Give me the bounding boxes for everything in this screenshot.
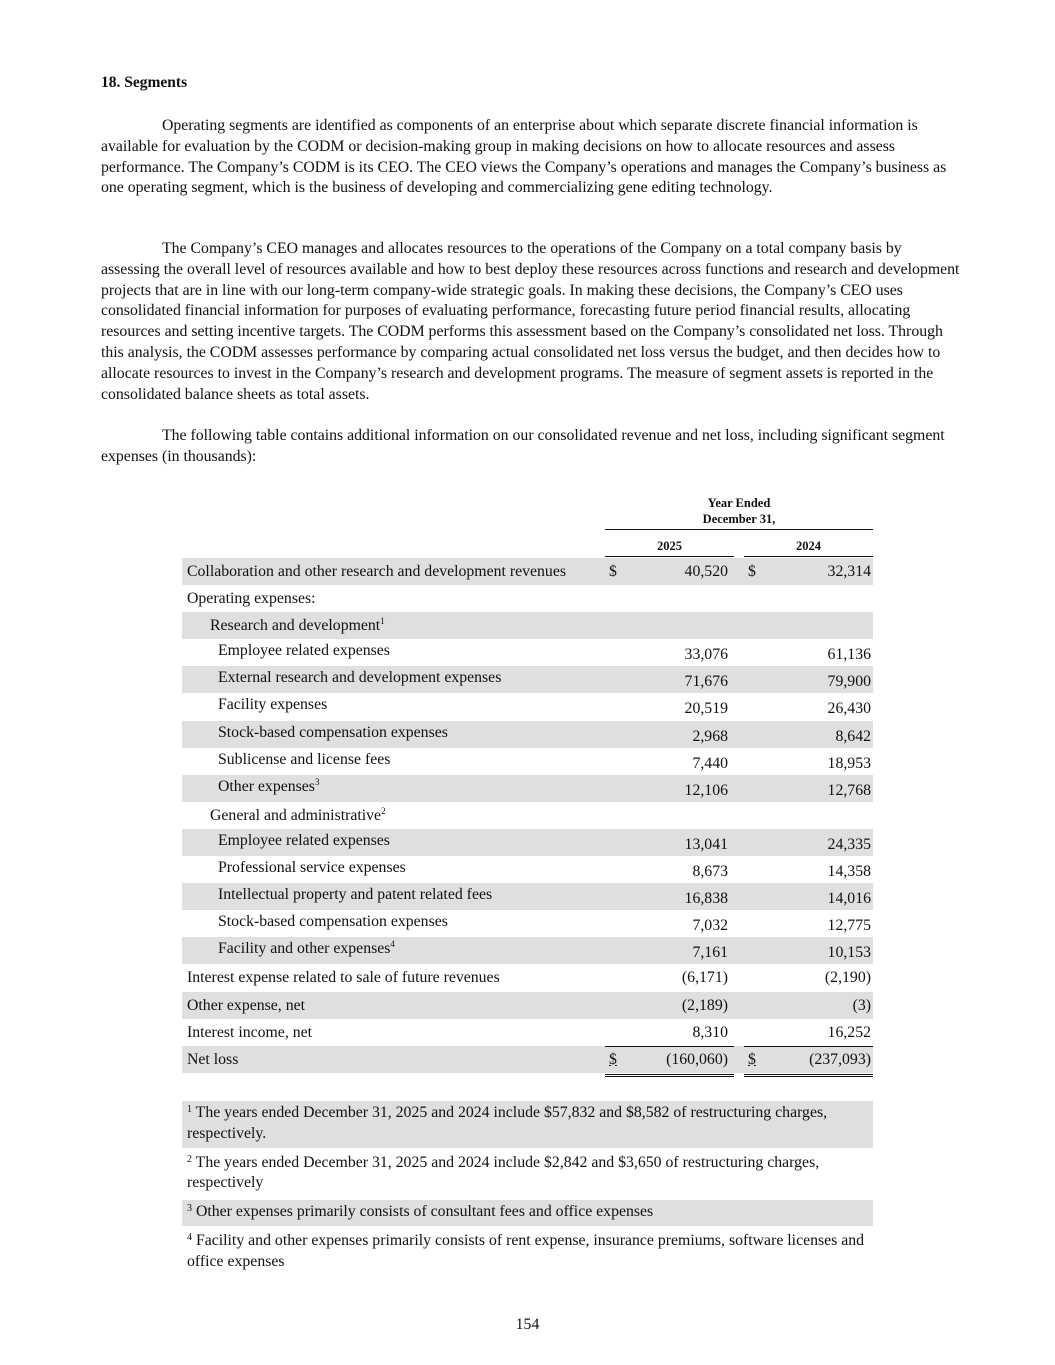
value-2024: 24,335 bbox=[827, 835, 871, 853]
value-2024: 32,314 bbox=[827, 563, 871, 580]
currency-symbol-2024: $ bbox=[748, 1050, 756, 1068]
value-2024: (3) bbox=[852, 996, 871, 1014]
row-label bbox=[218, 773, 319, 800]
table-row bbox=[182, 856, 873, 883]
footnote-mark: 2 bbox=[187, 1153, 192, 1165]
footnote-4 bbox=[182, 1229, 873, 1276]
row-label-text: Interest income, net bbox=[187, 1023, 313, 1041]
total-double-rule bbox=[744, 1074, 873, 1077]
row-label-text: Other expenses bbox=[218, 777, 315, 795]
section-heading: 18. Segments bbox=[101, 74, 188, 91]
value-2024: 79,900 bbox=[827, 673, 871, 691]
value-2025: 20,519 bbox=[684, 700, 728, 718]
total-single-rule bbox=[605, 1046, 734, 1047]
table-row bbox=[182, 883, 873, 910]
table-body bbox=[182, 558, 873, 1073]
row-label bbox=[218, 719, 448, 746]
footnote-ref: 3 bbox=[314, 776, 320, 787]
footnote-text: Facility and other expenses primarily consists of rent expense, insurance premiums, software licenses and office expenses bbox=[187, 1231, 865, 1270]
table-row bbox=[182, 1019, 873, 1046]
row-label-text: Facility expenses bbox=[218, 696, 328, 714]
footnote-ref: 2 bbox=[381, 805, 386, 816]
column-rule-2025 bbox=[605, 556, 734, 557]
footnote-1 bbox=[182, 1101, 873, 1148]
row-label bbox=[218, 827, 390, 854]
value-2024: 14,358 bbox=[827, 863, 871, 881]
value-2024: 10,153 bbox=[827, 944, 871, 962]
footnote-2 bbox=[182, 1151, 873, 1198]
value-2024: 8,642 bbox=[835, 727, 871, 745]
table-row bbox=[182, 693, 873, 720]
footnote-mark: 4 bbox=[187, 1231, 192, 1243]
table-row bbox=[182, 910, 873, 937]
value-2025: 16,838 bbox=[684, 890, 728, 908]
row-label-text: Facility and other expenses bbox=[218, 940, 391, 958]
value-2024: 12,775 bbox=[827, 917, 871, 935]
row-label bbox=[187, 558, 566, 585]
row-label bbox=[187, 964, 500, 991]
table-row bbox=[182, 639, 873, 666]
row-label bbox=[218, 881, 492, 908]
footnote-mark: 3 bbox=[187, 1203, 192, 1215]
value-2024: 61,136 bbox=[827, 646, 871, 664]
value-2025: 33,076 bbox=[684, 646, 728, 664]
value-2025: (160,060) bbox=[666, 1050, 728, 1068]
footnote-3 bbox=[182, 1200, 873, 1226]
page-number: 154 bbox=[515, 1316, 540, 1333]
row-label bbox=[218, 664, 501, 691]
row-label bbox=[187, 1019, 312, 1046]
table-row-total bbox=[182, 1046, 873, 1073]
table-header-period bbox=[605, 496, 873, 527]
row-label-text: Employee related expenses bbox=[218, 831, 390, 849]
row-label bbox=[187, 585, 316, 612]
value-2024: 26,430 bbox=[827, 700, 871, 718]
table-row bbox=[182, 937, 873, 964]
total-double-rule bbox=[605, 1074, 734, 1077]
paragraph-table-intro: The following table contains additional information on our consolidated revenue and net loss, including significant segment expenses (in thousands): bbox=[101, 427, 945, 465]
row-label-text: General and administrative bbox=[210, 806, 382, 824]
row-label-text: Professional service expenses bbox=[218, 859, 406, 877]
currency-symbol-2025: $ bbox=[609, 563, 617, 580]
table-row bbox=[182, 585, 873, 612]
currency-symbol-2024: $ bbox=[748, 563, 756, 580]
value-2024: 12,768 bbox=[827, 781, 871, 799]
row-label bbox=[187, 992, 305, 1019]
footnote-text: The years ended December 31, 2025 and 2024 include $57,832 and $8,582 of restructuring charges, respectively. bbox=[187, 1104, 828, 1142]
footnote-text: The years ended December 31, 2025 and 2024 include $2,842 and $3,650 of restructuring charges, respectively bbox=[187, 1153, 820, 1192]
table-row bbox=[182, 558, 873, 585]
table-row bbox=[182, 802, 873, 829]
value-2024: (2,190) bbox=[824, 969, 871, 987]
paragraph-operating-segments: Operating segments are identified as components of an enterprise about which separate discrete financial information is available for evaluation by the CODM or decision-making group in making decisions on how to allocate resources and assess performance. The Company’s CODM is its CEO. The CEO views the Company’s operations and manages the Company’s business as one operating segment, which is the business of developing and commercializing gene editing technology. bbox=[101, 117, 947, 197]
row-label bbox=[218, 637, 390, 664]
value-2025: 8,673 bbox=[692, 863, 728, 881]
row-label-text: Operating expenses: bbox=[187, 590, 316, 608]
row-label bbox=[218, 746, 390, 773]
table-row bbox=[182, 964, 873, 991]
row-label bbox=[218, 935, 395, 962]
table-row bbox=[182, 775, 873, 802]
row-label bbox=[210, 612, 385, 639]
table-row bbox=[182, 721, 873, 748]
row-label-text: Sublicense and license fees bbox=[218, 750, 391, 768]
table-row bbox=[182, 829, 873, 856]
currency-symbol-2025: $ bbox=[609, 1050, 617, 1068]
row-label-text: Employee related expenses bbox=[218, 642, 390, 660]
value-2025: (6,171) bbox=[681, 969, 728, 987]
row-label-text: External research and development expenses bbox=[218, 669, 502, 687]
value-2025: 71,676 bbox=[684, 673, 728, 691]
value-2025: 12,106 bbox=[684, 781, 728, 799]
value-2025: 8,310 bbox=[692, 1023, 728, 1041]
row-label-text: Research and development bbox=[210, 617, 381, 635]
table-row bbox=[182, 612, 873, 639]
value-2025: 40,520 bbox=[684, 563, 728, 580]
table-row bbox=[182, 992, 873, 1019]
row-label bbox=[187, 1046, 238, 1073]
value-2024: 14,016 bbox=[827, 890, 871, 908]
row-label-text: Stock-based compensation expenses bbox=[218, 913, 448, 931]
row-label-text: Stock-based compensation expenses bbox=[218, 723, 448, 741]
value-2024: 18,953 bbox=[827, 754, 871, 772]
value-2024: 16,252 bbox=[827, 1023, 871, 1041]
value-2025: 7,440 bbox=[692, 754, 728, 772]
value-2024: (237,093) bbox=[809, 1050, 871, 1068]
value-2025: 13,041 bbox=[684, 835, 728, 853]
value-2025: 2,968 bbox=[692, 727, 728, 745]
header-year-ended: Year Ended bbox=[707, 496, 771, 510]
row-label-text: Intellectual property and patent related fees bbox=[218, 886, 493, 904]
value-2025: 7,161 bbox=[692, 944, 728, 962]
row-label bbox=[218, 908, 448, 935]
table-row bbox=[182, 666, 873, 693]
header-december-31: December 31, bbox=[702, 511, 776, 526]
table-row bbox=[182, 748, 873, 775]
column-header-2025: 2025 bbox=[657, 539, 682, 553]
column-header-2024: 2024 bbox=[796, 539, 821, 553]
footnote-text: Other expenses primarily consists of consultant fees and office expenses bbox=[192, 1203, 654, 1221]
paragraph-ceo-resource-allocation: The Company’s CEO manages and allocates resources to the operations of the Company on a total company basis by assessing the overall level of resources available and how to best deploy these resources across functions and research and development projects that are in line with our long-term company-wide strategic goals. In making these decisions, the Company’s CEO uses consolidated financial information for purposes of evaluating performance, forecasting future period financial results, allocating resources and setting incentive targets. The CODM performs this assessment based on the Company’s consolidated net loss. Through this analysis, the CODM assesses performance by comparing actual consolidated net loss versus the budget, and then decides how to allocate resources to invest in the Company’s research and development programs. The measure of segment assets is reported in the consolidated balance sheets as total assets. bbox=[101, 240, 960, 403]
footnote-ref: 4 bbox=[390, 939, 395, 950]
header-rule bbox=[605, 529, 873, 530]
row-label bbox=[218, 854, 406, 881]
footnote-ref: 1 bbox=[380, 616, 385, 627]
footnotes bbox=[182, 1101, 873, 1279]
row-label bbox=[210, 802, 386, 829]
row-label bbox=[218, 691, 327, 718]
value-2025: 7,032 bbox=[692, 917, 728, 935]
footnote-mark: 1 bbox=[187, 1104, 192, 1115]
row-label-text: Net loss bbox=[187, 1050, 239, 1068]
row-label-text: Collaboration and other research and development revenues bbox=[187, 563, 566, 580]
column-rule-2024 bbox=[744, 556, 873, 557]
value-2025: (2,189) bbox=[681, 996, 728, 1014]
row-label-text: Interest expense related to sale of future revenues bbox=[187, 969, 500, 987]
total-single-rule bbox=[744, 1046, 873, 1047]
row-label-text: Other expense, net bbox=[187, 996, 305, 1014]
